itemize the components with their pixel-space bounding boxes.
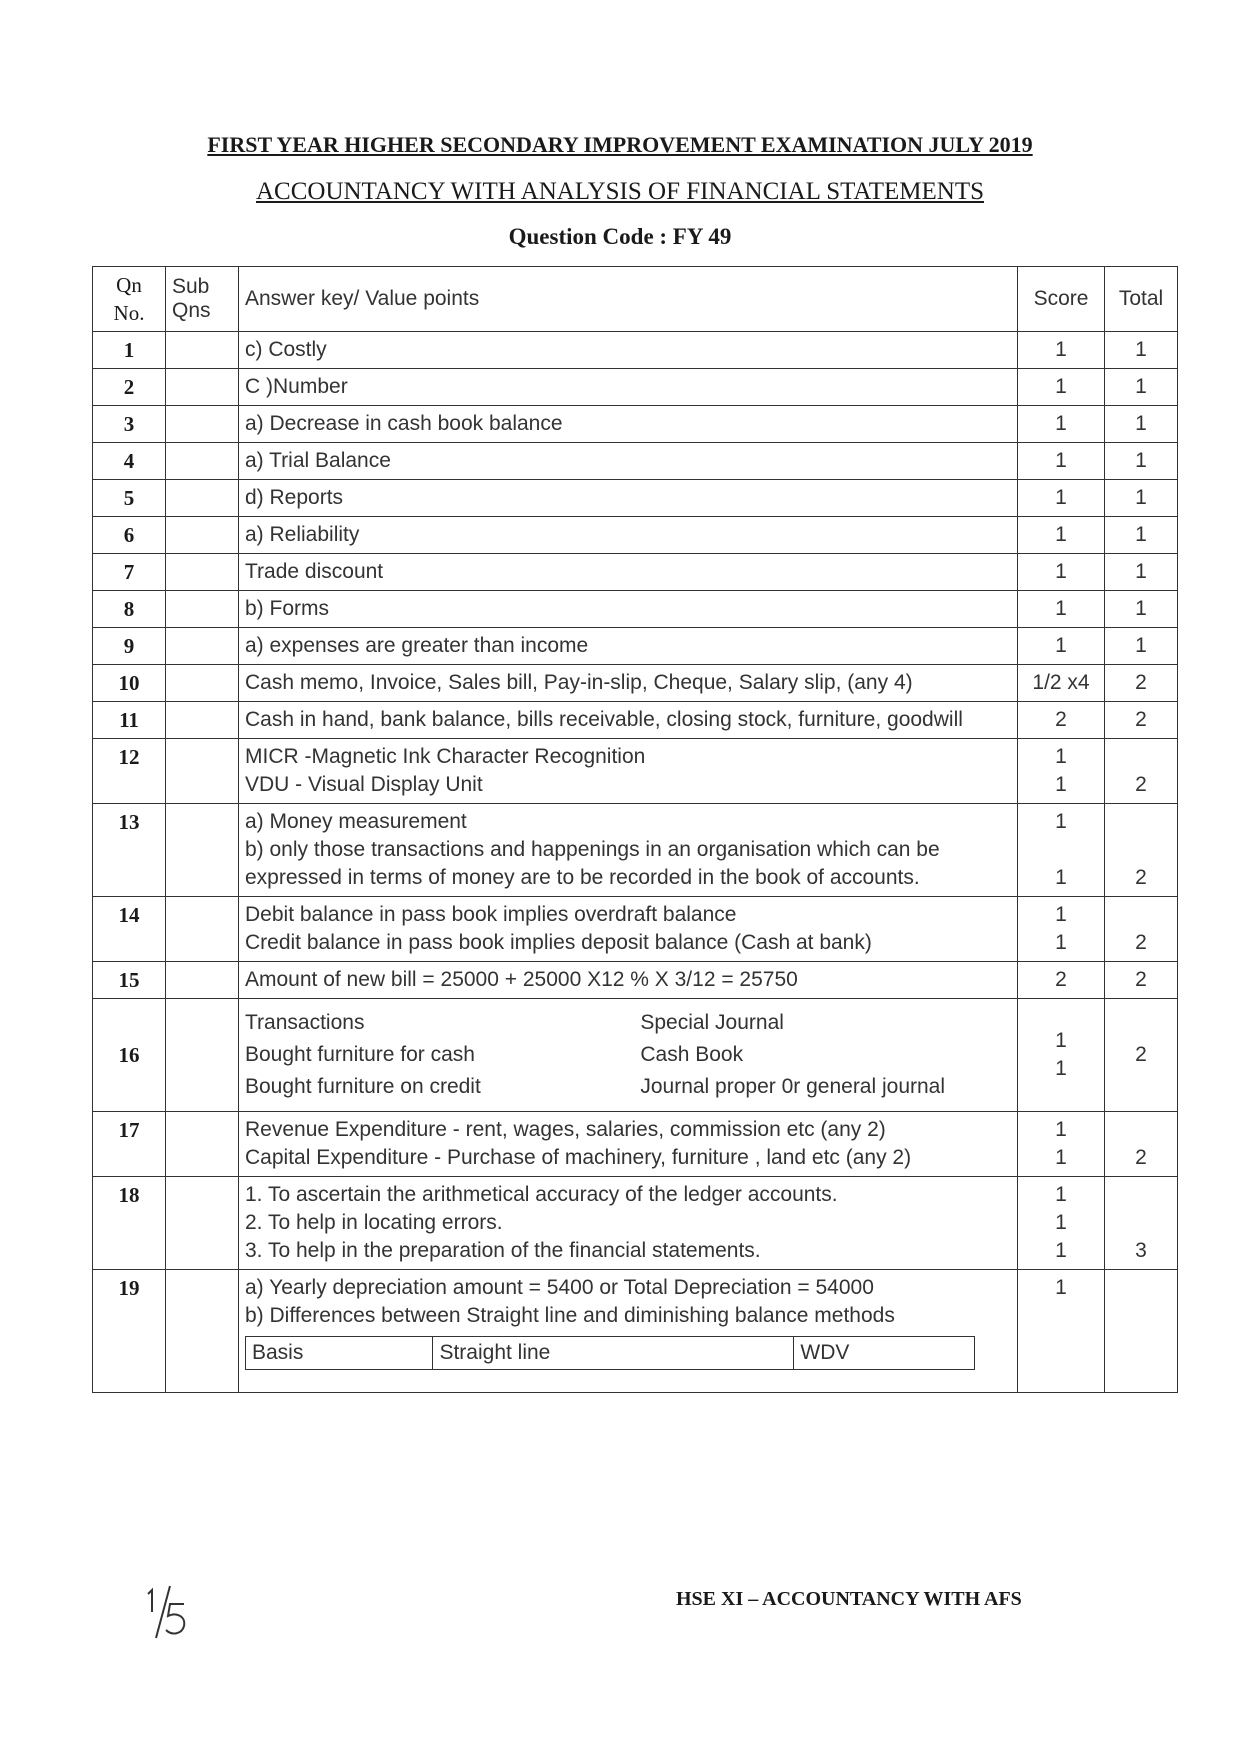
journal-text: Journal proper 0r general journal	[640, 1075, 946, 1098]
score-cell	[1018, 999, 1105, 1112]
question-number: 8	[93, 591, 166, 628]
journal-mapping-table	[245, 1007, 1011, 1103]
total-cell: 2	[1105, 962, 1178, 999]
score-cell	[1018, 1270, 1105, 1393]
score-cell	[1018, 1177, 1105, 1270]
answer-cell	[239, 897, 1018, 962]
sub-question-cell	[166, 406, 239, 443]
score-value: 1	[1055, 375, 1067, 398]
table-row	[93, 702, 1178, 739]
score-cell	[1018, 554, 1105, 591]
question-number: 17	[93, 1112, 166, 1177]
mapping-row	[245, 1039, 1011, 1071]
answer-cell	[239, 517, 1018, 554]
score-value: 1	[1055, 597, 1067, 620]
exam-title: FIRST YEAR HIGHER SECONDARY IMPROVEMENT EXAMINATION JULY 2019	[207, 132, 1033, 157]
answer-cell	[239, 702, 1018, 739]
answer-cell	[239, 591, 1018, 628]
score-value: 1	[1055, 338, 1067, 361]
score-value: 1	[1055, 1276, 1067, 1299]
question-number: 5	[93, 480, 166, 517]
total-cell: 1	[1105, 517, 1178, 554]
table-row	[93, 628, 1178, 665]
total-cell: 2	[1105, 897, 1178, 962]
table-row	[93, 406, 1178, 443]
journal-text: Special Journal	[640, 1011, 784, 1034]
question-number: 13	[93, 804, 166, 897]
total-cell: 2	[1105, 1112, 1178, 1177]
total-cell: 1	[1105, 443, 1178, 480]
score-value: 1	[1055, 1239, 1067, 1262]
table-row	[93, 1270, 1178, 1393]
table-row	[93, 999, 1178, 1112]
question-number: 6	[93, 517, 166, 554]
total-cell: 2	[1105, 804, 1178, 897]
score-cell	[1018, 804, 1105, 897]
answer-cell	[239, 1112, 1018, 1177]
score-value: 1	[1055, 773, 1067, 796]
table-row	[93, 369, 1178, 406]
score-value: 2	[1055, 708, 1067, 731]
score-cell	[1018, 406, 1105, 443]
answer-line: Debit balance in pass book implies overdraft balance	[245, 903, 737, 926]
question-number: 14	[93, 897, 166, 962]
score-value: 1	[1055, 1183, 1067, 1206]
table-row	[93, 665, 1178, 702]
sub-question-cell	[166, 1177, 239, 1270]
header-total: Total	[1105, 267, 1178, 332]
score-value: 1	[1055, 931, 1067, 954]
score-cell	[1018, 702, 1105, 739]
total-cell: 1	[1105, 332, 1178, 369]
answer-line: Capital Expenditure - Purchase of machinery, furniture , land etc (any 2)	[245, 1146, 912, 1169]
comparison-header: Basis	[246, 1337, 433, 1370]
score-value: 1	[1055, 745, 1067, 768]
total-cell: 1	[1105, 369, 1178, 406]
answer-line: 3. To help in the preparation of the financial statements.	[245, 1239, 761, 1262]
answer-cell	[239, 554, 1018, 591]
score-cell	[1018, 369, 1105, 406]
answer-cell	[239, 999, 1018, 1112]
score-cell	[1018, 897, 1105, 962]
answer-line: Credit balance in pass book implies deposit balance (Cash at bank)	[245, 931, 872, 954]
transaction-text: Bought furniture for cash	[245, 1043, 475, 1066]
answer-line: C )Number	[245, 375, 348, 398]
total-cell: 3	[1105, 1177, 1178, 1270]
table-row	[93, 480, 1178, 517]
question-number: 18	[93, 1177, 166, 1270]
score-value: 1	[1055, 412, 1067, 435]
score-value: 1	[1055, 449, 1067, 472]
score-cell	[1018, 739, 1105, 804]
table-row	[93, 897, 1178, 962]
answer-line: Trade discount	[245, 560, 384, 583]
header-qn-no: Qn No.	[93, 267, 166, 332]
answer-line: b) Differences between Straight line and diminishing balance methods	[245, 1304, 895, 1327]
question-number: 15	[93, 962, 166, 999]
journal-text: Cash Book	[640, 1043, 744, 1066]
score-cell	[1018, 517, 1105, 554]
answer-line: a) expenses are greater than income	[245, 634, 589, 657]
sub-question-cell	[166, 554, 239, 591]
sub-question-cell	[166, 628, 239, 665]
total-cell: 1	[1105, 480, 1178, 517]
sub-question-cell	[166, 702, 239, 739]
sub-question-cell	[166, 1112, 239, 1177]
answer-line: Cash memo, Invoice, Sales bill, Pay-in-slip, Cheque, Salary slip, (any 4)	[245, 671, 913, 694]
answer-cell	[239, 369, 1018, 406]
sub-question-cell	[166, 739, 239, 804]
header-sub-qns: Sub Qns	[166, 267, 239, 332]
answer-cell	[239, 804, 1018, 897]
sub-question-cell	[166, 591, 239, 628]
table-row	[93, 554, 1178, 591]
answer-cell	[239, 1177, 1018, 1270]
answer-line: b) Forms	[245, 597, 329, 620]
question-number: 7	[93, 554, 166, 591]
transaction-text: Bought furniture on credit	[245, 1075, 481, 1098]
total-cell: 2	[1105, 739, 1178, 804]
table-row	[93, 591, 1178, 628]
question-number: 3	[93, 406, 166, 443]
sub-question-cell	[166, 962, 239, 999]
table-row	[93, 1112, 1178, 1177]
depreciation-comparison-table	[245, 1336, 975, 1370]
table-row	[93, 804, 1178, 897]
total-cell: 1	[1105, 591, 1178, 628]
total-cell: 1	[1105, 406, 1178, 443]
table-row	[93, 962, 1178, 999]
score-cell	[1018, 591, 1105, 628]
score-value: 1	[1055, 866, 1067, 889]
answer-line: VDU - Visual Display Unit	[245, 773, 483, 796]
answer-line: b) only those transactions and happenings in an organisation which can be expressed in terms of money are to be recorded in the book of accounts.	[245, 838, 940, 889]
question-code: Question Code : FY 49	[508, 224, 732, 249]
comparison-header-row	[246, 1337, 975, 1370]
sub-question-cell	[166, 665, 239, 702]
question-number: 2	[93, 369, 166, 406]
answer-line: a) Yearly depreciation amount = 5400 or Total Depreciation = 54000	[245, 1276, 874, 1299]
score-value: 1	[1055, 1118, 1067, 1141]
header-score: Score	[1018, 267, 1105, 332]
total-cell	[1105, 1270, 1178, 1393]
question-number: 11	[93, 702, 166, 739]
footer-label: HSE XI – ACCOUNTANCY WITH AFS	[676, 1588, 1022, 1610]
comparison-header: Straight line	[433, 1337, 794, 1370]
total-cell: 1	[1105, 628, 1178, 665]
answer-cell	[239, 406, 1018, 443]
score-value: 1	[1055, 1211, 1067, 1234]
score-value: 1	[1055, 523, 1067, 546]
sub-question-cell	[166, 369, 239, 406]
score-cell	[1018, 962, 1105, 999]
sub-question-cell	[166, 804, 239, 897]
subject-title: ACCOUNTANCY WITH ANALYSIS OF FINANCIAL STATEMENTS	[255, 178, 984, 205]
answer-cell	[239, 962, 1018, 999]
answer-cell	[239, 1270, 1018, 1393]
total-cell: 2	[1105, 999, 1178, 1112]
score-cell	[1018, 1112, 1105, 1177]
answer-line: 2. To help in locating errors.	[245, 1211, 503, 1234]
answer-line: Amount of new bill = 25000 + 25000 X12 % X 3/12 = 25750	[245, 968, 798, 991]
answer-cell	[239, 443, 1018, 480]
answer-cell	[239, 739, 1018, 804]
answer-line: 1. To ascertain the arithmetical accuracy of the ledger accounts.	[245, 1183, 838, 1206]
mapping-row	[245, 1071, 1011, 1103]
question-number: 19	[93, 1270, 166, 1393]
mapping-row	[245, 1007, 1011, 1039]
answer-line: Revenue Expenditure - rent, wages, salaries, commission etc (any 2)	[245, 1118, 886, 1141]
answer-cell	[239, 332, 1018, 369]
score-value: 1	[1055, 634, 1067, 657]
score-cell	[1018, 332, 1105, 369]
answer-cell	[239, 480, 1018, 517]
sub-question-cell	[166, 517, 239, 554]
question-number: 12	[93, 739, 166, 804]
answer-line: Cash in hand, bank balance, bills receivable, closing stock, furniture, goodwill	[245, 708, 963, 731]
table-header-row	[93, 267, 1178, 332]
answer-key-table	[92, 266, 1178, 1393]
answer-line: a) Decrease in cash book balance	[245, 412, 563, 435]
header-answer: Answer key/ Value points	[239, 267, 1018, 332]
answer-line: a) Trial Balance	[245, 449, 391, 472]
table-row	[93, 739, 1178, 804]
question-number: 4	[93, 443, 166, 480]
table-row	[93, 443, 1178, 480]
transaction-text: Transactions	[245, 1011, 365, 1034]
sub-question-cell	[166, 897, 239, 962]
score-cell	[1018, 665, 1105, 702]
table-row	[93, 332, 1178, 369]
score-value: 1	[1055, 486, 1067, 509]
score-value: 1	[1055, 1029, 1067, 1052]
score-value: 1	[1055, 810, 1067, 833]
score-value: 1	[1055, 560, 1067, 583]
score-value: 1	[1055, 1057, 1067, 1080]
score-cell	[1018, 480, 1105, 517]
answer-line: a) Reliability	[245, 523, 360, 546]
answer-line: MICR -Magnetic Ink Character Recognition	[245, 745, 646, 768]
sub-question-cell	[166, 480, 239, 517]
sub-question-cell	[166, 1270, 239, 1393]
score-cell	[1018, 443, 1105, 480]
score-value: 1	[1055, 903, 1067, 926]
table-row	[93, 517, 1178, 554]
total-cell: 1	[1105, 554, 1178, 591]
table-row	[93, 1177, 1178, 1270]
score-cell	[1018, 628, 1105, 665]
answer-line: c) Costly	[245, 338, 327, 361]
question-number: 16	[93, 999, 166, 1112]
sub-question-cell	[166, 443, 239, 480]
answer-line: d) Reports	[245, 486, 344, 509]
score-value: 1/2 x4	[1032, 671, 1090, 694]
answer-cell	[239, 628, 1018, 665]
total-cell: 2	[1105, 702, 1178, 739]
sub-question-cell	[166, 999, 239, 1112]
answer-cell	[239, 665, 1018, 702]
total-cell: 2	[1105, 665, 1178, 702]
score-value	[1024, 836, 1098, 864]
question-number: 1	[93, 332, 166, 369]
score-value: 1	[1055, 1146, 1067, 1169]
question-number: 10	[93, 665, 166, 702]
question-number: 9	[93, 628, 166, 665]
sub-question-cell	[166, 332, 239, 369]
handwritten-page-mark	[140, 1582, 200, 1642]
comparison-header: WDV	[794, 1337, 975, 1370]
score-value: 2	[1055, 968, 1067, 991]
answer-line: a) Money measurement	[245, 810, 467, 833]
